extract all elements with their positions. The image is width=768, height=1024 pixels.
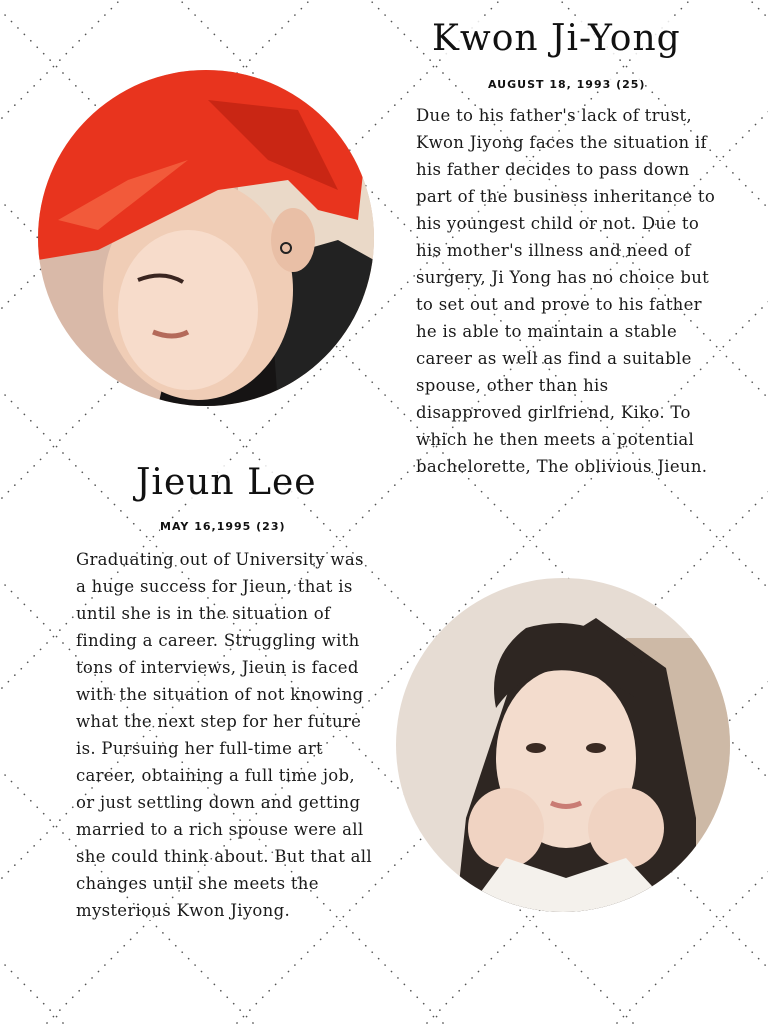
profile-name: Jieun Lee xyxy=(132,462,321,503)
jieun-lee-portrait xyxy=(396,578,730,912)
red-haired-man-portrait-icon xyxy=(38,70,374,406)
profile-name: Kwon Ji-Yong xyxy=(428,18,685,59)
profile-bio: Graduating out of University was a huge success for Jieun, that is until she is in the situation of finding a career. Struggling with tons of interviews, Jieun is faced with the situation of not knowing what the next step for her future is. Pursuing her full-time art career, obtaining a full time job, or just settling down and getting married to a rich spouse were all she could think about. But that all changes until she meets the mysterious Kwon Jiyong. xyxy=(76,550,372,920)
birth-date: MAY 16,1995 (23) xyxy=(160,520,286,533)
dark-haired-woman-portrait-icon xyxy=(396,578,730,912)
kwon-jiyong-portrait xyxy=(38,70,374,406)
profile-bio: Due to his father's lack of trust, Kwon Jiyong faces the situation if his father decides to pass down part of the business inheritance to his youngest child or not. Due to his mother's illness and need of surgery, Ji Yong has no choice but to set out and prove to his father he is able to maintain a stable career as well as find a suitable spouse, other than his disapproved girlfriend, Kiko. To which he then meets a potential bachelorette, The oblivious Jieun. xyxy=(416,106,716,476)
birth-date: AUGUST 18, 1993 (25) xyxy=(488,78,646,91)
